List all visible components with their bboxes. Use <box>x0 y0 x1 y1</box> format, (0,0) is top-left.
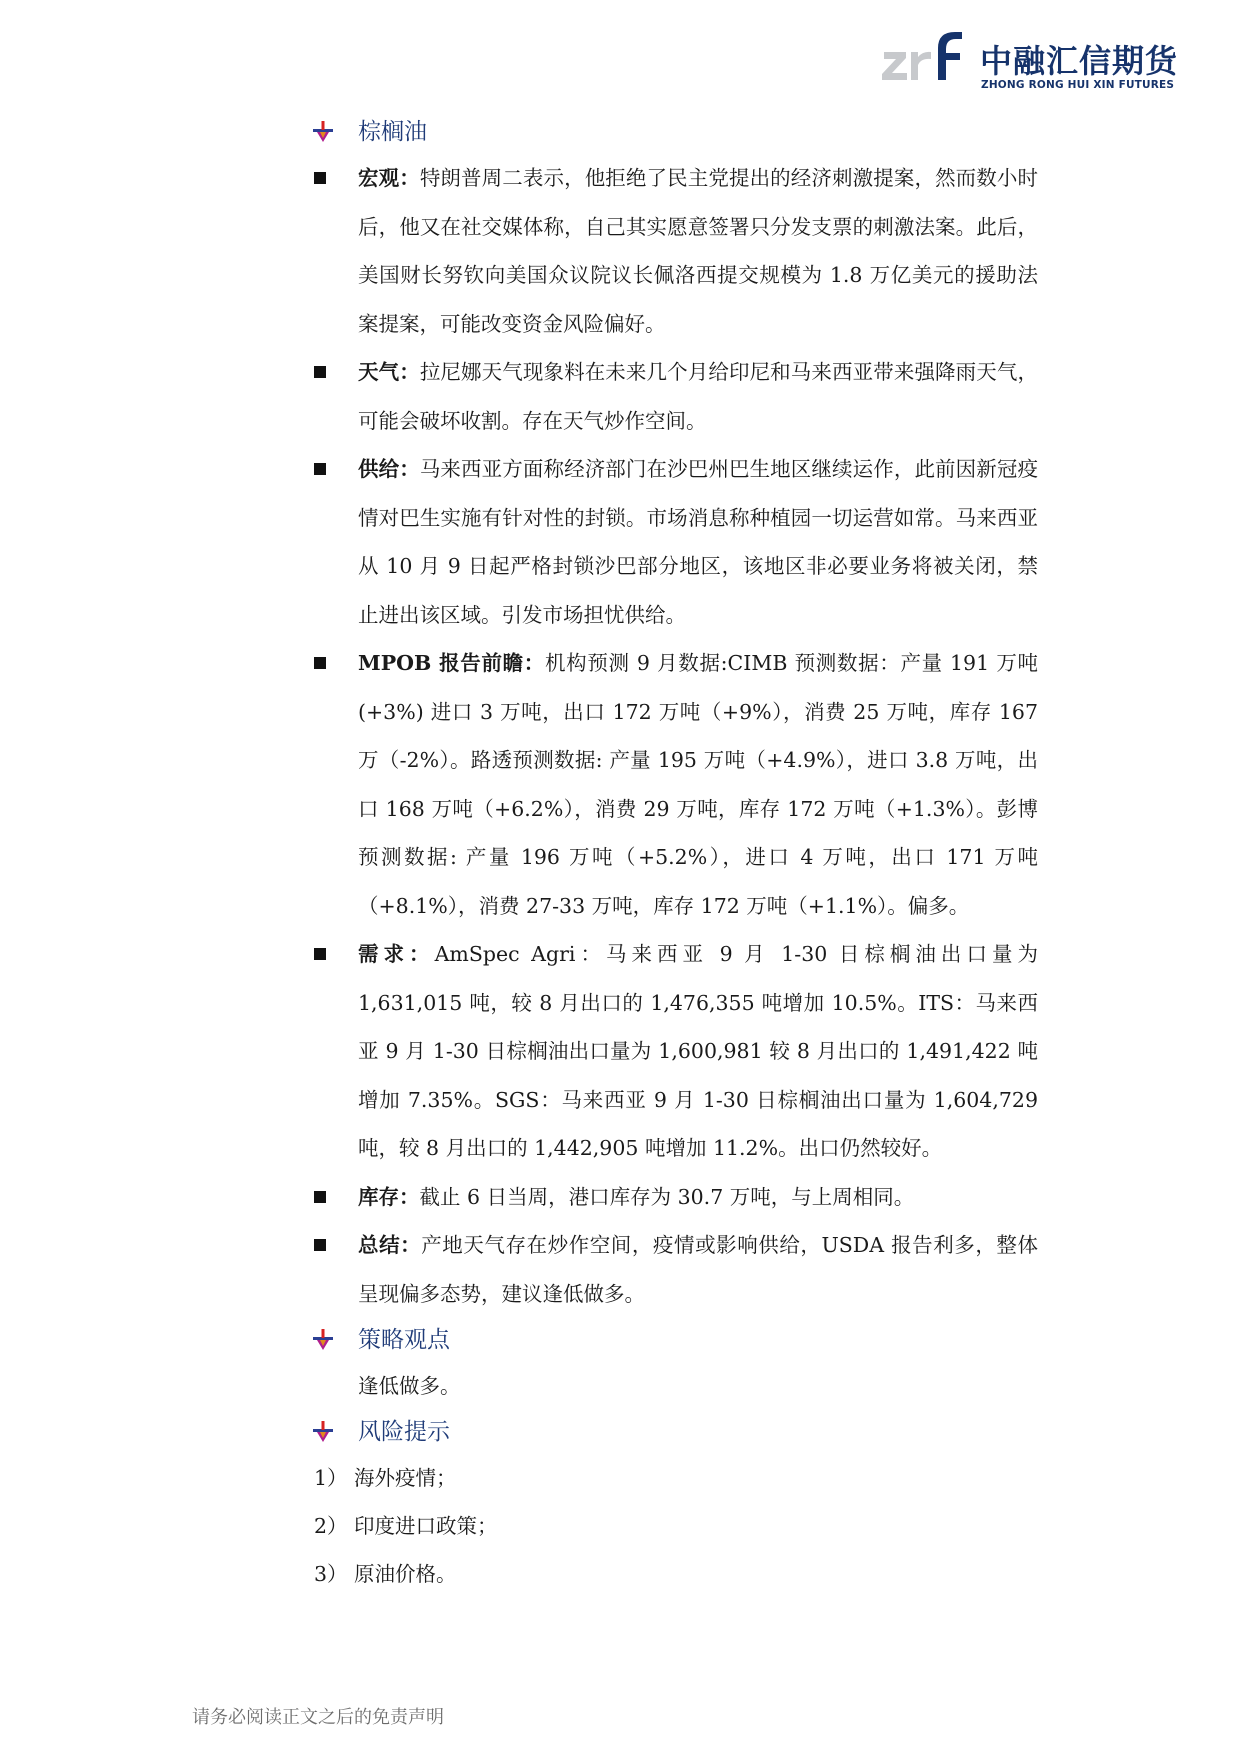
logo-english-name: ZHONG RONG HUI XIN FUTURES <box>981 79 1175 91</box>
bullet-label: 需求： <box>358 942 435 966</box>
square-bullet-icon <box>314 366 326 378</box>
square-bullet-icon <box>314 1239 326 1251</box>
bullet-label: 天气： <box>358 360 420 384</box>
bullet-demand <box>358 930 1038 1173</box>
bullet-text: 产地天气存在炒作空间，疫情或影响供给，USDA 报告利多，整体呈现偏多态势，建议逢低做多。 <box>358 1233 1039 1306</box>
bullet-label: 库存： <box>358 1184 420 1209</box>
zrf-logo-icon <box>880 28 972 86</box>
section-palm-oil-heading <box>358 110 1038 154</box>
square-bullet-icon <box>314 172 326 184</box>
bullet-text: AmSpec Agri：马来西亚 9 月 1-30 日棕榈油出口量为 1,631,015 吨，较 8 月出口的 1,476,355 吨增加 10.5%。ITS：马来西亚 9 月 1-30 日棕榈油出口量为 1,600,981 较 8 月出口的 1,491,422 吨增加 7.35%。SGS：马来西亚 9 月 1-30 日棕榈油出口量为 1,604,729 吨，较 8 月出口的 1,442,905 吨增加 11.2%。出口仍然较好。 <box>358 942 1038 1160</box>
square-bullet-icon <box>314 657 326 669</box>
bullet-supply <box>358 445 1038 639</box>
square-bullet-icon <box>314 948 326 960</box>
bullet-text: 马来西亚方面称经济部门在沙巴州巴生地区继续运作，此前因新冠疫情对巴生实施有针对性的封锁。市场消息称种植园一切运营如常。马来西亚从 10 月 9 日起严格封锁沙巴部分地区，该地区非必要业务将被关闭，禁止进出该区域。引发市场担忧供给。 <box>358 457 1038 627</box>
arrow-down-bullet-icon <box>313 1421 333 1443</box>
section-risk-heading <box>358 1410 1038 1454</box>
bullet-summary <box>358 1221 1038 1318</box>
square-bullet-icon <box>314 463 326 475</box>
bullet-label: MPOB 报告前瞻： <box>358 651 545 675</box>
section-title: 风险提示 <box>358 1419 450 1445</box>
logo-chinese-name: 中融汇信期货 <box>980 42 1179 80</box>
section-title: 棕榈油 <box>358 119 427 145</box>
bullet-text: 拉尼娜天气现象料在未来几个月给印尼和马来西亚带来强降雨天气，可能会破坏收割。存在天气炒作空间。 <box>358 360 1038 433</box>
bullet-mpob-preview <box>358 639 1038 930</box>
section-strategy-heading <box>358 1318 1038 1362</box>
bullet-macro <box>358 154 1038 348</box>
arrow-down-bullet-icon <box>313 121 333 143</box>
report-content <box>314 110 1039 1598</box>
bullet-label: 供给： <box>358 457 420 481</box>
bullet-text: 截止 6 日当周，港口库存为 30.7 万吨，与上周相同。 <box>419 1184 915 1209</box>
risk-item: 2） 印度进口政策； <box>314 1514 498 1538</box>
square-bullet-icon <box>314 1191 326 1203</box>
bullet-inventory <box>358 1173 1038 1222</box>
bullet-weather <box>358 348 1038 445</box>
risk-item: 3） 原油价格。 <box>314 1562 457 1586</box>
company-logo <box>880 28 1180 98</box>
strategy-text: 逢低做多。 <box>358 1374 461 1398</box>
risk-item: 1） 海外疫情； <box>314 1466 457 1490</box>
section-title: 策略观点 <box>358 1327 450 1353</box>
bullet-label: 总结： <box>358 1233 422 1257</box>
bullet-text: 特朗普周二表示，他拒绝了民主党提出的经济刺激提案，然而数小时后，他又在社交媒体称，自己其实愿意签署只分发支票的刺激法案。此后，美国财长努钦向美国众议院议长佩洛西提交规模为 1.8 万亿美元的援助法案提案，可能改变资金风险偏好。 <box>358 166 1038 336</box>
bullet-label: 宏观： <box>358 166 420 190</box>
footer-disclaimer: 请务必阅读正文之后的免责声明 <box>192 1707 444 1728</box>
arrow-down-bullet-icon <box>313 1329 333 1351</box>
risk-list <box>314 1454 1038 1598</box>
bullet-text: 机构预测 9 月数据:CIMB 预测数据：产量 191 万吨(+3%) 进口 3 万吨，出口 172 万吨（+9%），消费 25 万吨，库存 167 万（-2%）。路透预测数据: 产量 195 万吨（+4.9%），进口 3.8 万吨，出口 168 万吨（+6.2%），消费 29 万吨，库存 172 万吨（+1.3%）。彭博预测数据: 产量 196 万吨（+5.2%），进口 4 万吨，出口 171 万吨（+8.1%），消费 27-33 万吨，库存 172 万吨（+1.1%）。偏多。 <box>358 651 1038 918</box>
